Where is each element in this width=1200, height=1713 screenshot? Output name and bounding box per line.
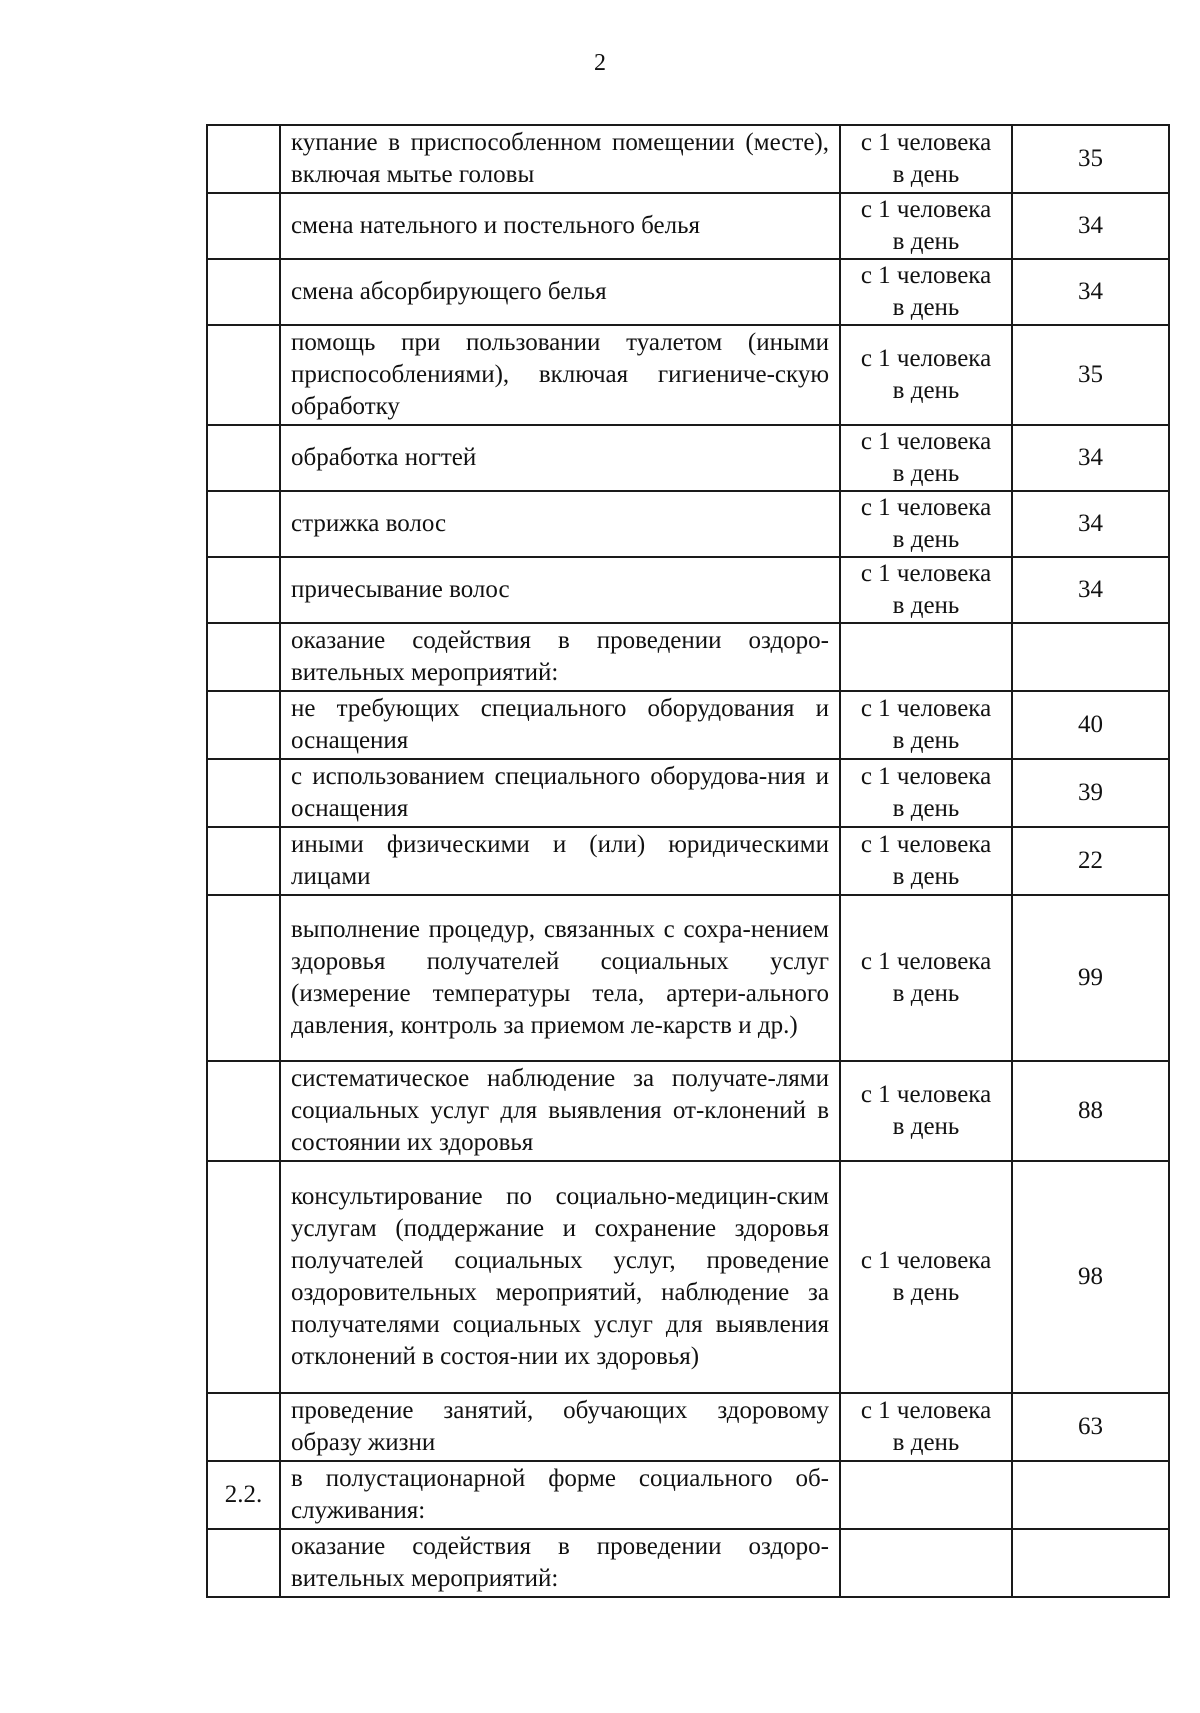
service-value: 34 bbox=[1012, 193, 1169, 259]
service-value bbox=[1012, 1529, 1169, 1597]
unit-line-2: в день bbox=[892, 161, 960, 188]
service-description: купание в приспособленном помещении (месте), включая мытье головы bbox=[280, 125, 840, 193]
row-number bbox=[207, 425, 280, 491]
row-number bbox=[207, 193, 280, 259]
service-value: 22 bbox=[1012, 827, 1169, 895]
table-row bbox=[207, 1061, 1169, 1161]
unit-line-2: в день bbox=[892, 592, 960, 619]
unit-line-1: с 1 человека bbox=[860, 560, 992, 587]
unit-cell bbox=[840, 125, 1012, 193]
table-row bbox=[207, 491, 1169, 557]
service-value: 39 bbox=[1012, 759, 1169, 827]
table-row bbox=[207, 259, 1169, 325]
table-row bbox=[207, 691, 1169, 759]
table-row bbox=[207, 1161, 1169, 1393]
table-row bbox=[207, 623, 1169, 691]
unit-line-2: в день bbox=[892, 863, 960, 890]
unit-line-2: в день bbox=[892, 460, 960, 487]
service-description: причесывание волос bbox=[280, 557, 840, 623]
table-row bbox=[207, 425, 1169, 491]
unit-line-2: в день bbox=[892, 1279, 960, 1306]
service-value: 34 bbox=[1012, 557, 1169, 623]
unit-cell bbox=[840, 557, 1012, 623]
unit-cell-empty bbox=[840, 1529, 1012, 1597]
unit-line-1: с 1 человека bbox=[860, 948, 992, 975]
unit-cell bbox=[840, 1061, 1012, 1161]
row-number bbox=[207, 827, 280, 895]
row-number bbox=[207, 325, 280, 425]
service-description: смена абсорбирующего белья bbox=[280, 259, 840, 325]
row-number bbox=[207, 1529, 280, 1597]
unit-line-2: в день bbox=[892, 294, 960, 321]
service-description: оказание содействия в проведении оздоро-вительных мероприятий: bbox=[280, 1529, 840, 1597]
service-description: помощь при пользовании туалетом (иными приспособлениями), включая гигиениче-скую обработку bbox=[280, 325, 840, 425]
service-value: 99 bbox=[1012, 895, 1169, 1061]
row-number bbox=[207, 759, 280, 827]
unit-line-1: с 1 человека bbox=[860, 129, 992, 156]
unit-cell bbox=[840, 1161, 1012, 1393]
unit-line-2: в день bbox=[892, 377, 960, 404]
table-row bbox=[207, 827, 1169, 895]
unit-cell bbox=[840, 193, 1012, 259]
unit-line-2: в день bbox=[892, 1113, 960, 1140]
table-row bbox=[207, 759, 1169, 827]
unit-cell-empty bbox=[840, 623, 1012, 691]
service-value bbox=[1012, 623, 1169, 691]
row-number: 2.2. bbox=[207, 1461, 280, 1529]
row-number bbox=[207, 1061, 280, 1161]
services-table bbox=[206, 124, 1170, 1598]
unit-line-1: с 1 человека bbox=[860, 831, 992, 858]
row-number bbox=[207, 691, 280, 759]
service-value: 34 bbox=[1012, 491, 1169, 557]
service-value: 63 bbox=[1012, 1393, 1169, 1461]
table-row bbox=[207, 1393, 1169, 1461]
table-row bbox=[207, 125, 1169, 193]
service-description: систематическое наблюдение за получате-лями социальных услуг для выявления от-клонений в состоянии их здоровья bbox=[280, 1061, 840, 1161]
unit-cell bbox=[840, 895, 1012, 1061]
row-number bbox=[207, 259, 280, 325]
unit-line-1: с 1 человека bbox=[860, 345, 992, 372]
service-value: 34 bbox=[1012, 259, 1169, 325]
service-description: в полустационарной форме социального об-служивания: bbox=[280, 1461, 840, 1529]
table-row bbox=[207, 895, 1169, 1061]
unit-line-1: с 1 человека bbox=[860, 494, 992, 521]
table-row bbox=[207, 1461, 1169, 1529]
table-row bbox=[207, 557, 1169, 623]
service-value: 35 bbox=[1012, 325, 1169, 425]
unit-cell bbox=[840, 691, 1012, 759]
table-row bbox=[207, 325, 1169, 425]
unit-line-2: в день bbox=[892, 727, 960, 754]
unit-line-2: в день bbox=[892, 1429, 960, 1456]
service-description: обработка ногтей bbox=[280, 425, 840, 491]
service-description: проведение занятий, обучающих здоровому образу жизни bbox=[280, 1393, 840, 1461]
service-description: стрижка волос bbox=[280, 491, 840, 557]
row-number bbox=[207, 623, 280, 691]
service-description: смена нательного и постельного белья bbox=[280, 193, 840, 259]
unit-cell bbox=[840, 827, 1012, 895]
unit-line-1: с 1 человека bbox=[860, 196, 992, 223]
unit-line-1: с 1 человека bbox=[860, 262, 992, 289]
service-description: выполнение процедур, связанных с сохра-нением здоровья получателей социальных услуг (измерение температуры тела, артери-ального давления, контроль за приемом ле-карств и др.) bbox=[280, 895, 840, 1061]
unit-cell bbox=[840, 259, 1012, 325]
unit-cell bbox=[840, 325, 1012, 425]
unit-line-1: с 1 человека bbox=[860, 1081, 992, 1108]
unit-line-1: с 1 человека bbox=[860, 763, 992, 790]
unit-cell bbox=[840, 425, 1012, 491]
unit-cell bbox=[840, 1393, 1012, 1461]
unit-line-2: в день bbox=[892, 795, 960, 822]
service-description: иными физическими и (или) юридическими лицами bbox=[280, 827, 840, 895]
unit-line-1: с 1 человека bbox=[860, 1397, 992, 1424]
service-value: 34 bbox=[1012, 425, 1169, 491]
service-value: 98 bbox=[1012, 1161, 1169, 1393]
row-number bbox=[207, 895, 280, 1061]
unit-line-2: в день bbox=[892, 526, 960, 553]
row-number bbox=[207, 1161, 280, 1393]
page-number: 2 bbox=[594, 50, 606, 76]
unit-line-1: с 1 человека bbox=[860, 1247, 992, 1274]
service-description: не требующих специального оборудования и оснащения bbox=[280, 691, 840, 759]
service-description: с использованием специального оборудова-ния и оснащения bbox=[280, 759, 840, 827]
unit-cell bbox=[840, 759, 1012, 827]
row-number bbox=[207, 125, 280, 193]
service-description: оказание содействия в проведении оздоро-вительных мероприятий: bbox=[280, 623, 840, 691]
unit-cell-empty bbox=[840, 1461, 1012, 1529]
row-number bbox=[207, 1393, 280, 1461]
table-row bbox=[207, 1529, 1169, 1597]
service-value: 35 bbox=[1012, 125, 1169, 193]
table-row bbox=[207, 193, 1169, 259]
unit-line-2: в день bbox=[892, 228, 960, 255]
row-number bbox=[207, 491, 280, 557]
unit-cell bbox=[840, 491, 1012, 557]
service-description: консультирование по социально-медицин-ским услугам (поддержание и сохранение здоровья получателей социальных услуг, проведение оздоровительных мероприятий, наблюдение за получателями социальных услуг для выявления отклонений в состоя-нии их здоровья) bbox=[280, 1161, 840, 1393]
row-number bbox=[207, 557, 280, 623]
unit-line-1: с 1 человека bbox=[860, 695, 992, 722]
unit-line-2: в день bbox=[892, 980, 960, 1007]
unit-line-1: с 1 человека bbox=[860, 428, 992, 455]
service-value bbox=[1012, 1461, 1169, 1529]
service-value: 40 bbox=[1012, 691, 1169, 759]
service-value: 88 bbox=[1012, 1061, 1169, 1161]
